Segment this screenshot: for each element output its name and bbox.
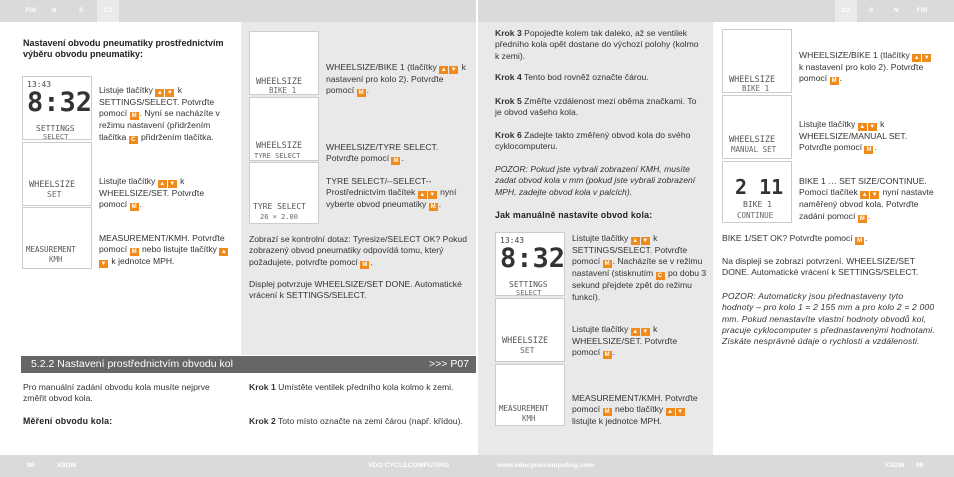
col4-para2: Na displeji se zobrazí potvrzení. WHEELSIZE/SET DONE. Automatické vrácení k SETTINGS/SELECT. [722,256,919,278]
col3-heading: Jak manuálně nastavíte obvod kola: [495,210,653,220]
down-button-icon: ▼ [166,90,173,96]
down-button-icon: ▼ [869,124,876,130]
col3-step3: MEASUREMENT/KMH. Potvrďte pomocí M nebo tlačítky ▲ ▼ listujte k jednotce MPH. [572,393,698,427]
page-divider [476,0,478,22]
svg-text:BIKE 1: BIKE 1 [743,200,772,209]
svg-text:8:32: 8:32 [27,87,93,118]
down-button-icon: ▼ [169,181,176,187]
up-button-icon: ▲ [159,181,166,187]
lcd-measurement-kmh-2 [495,364,565,426]
lcd-wheelsize-bike1 [249,31,319,95]
center-gap [476,22,478,455]
up-button-icon: ▲ [632,329,639,335]
col1-heading: Nastavení obvodu pneumatiky prostřednictvím výběru obvodu pneumatiky: [23,38,224,60]
col2-step2: WHEELSIZE/TYRE SELECT. Potvrďte pomocí M . [326,142,439,165]
svg-text:SET: SET [520,346,535,355]
down-button-icon: ▼ [871,192,878,199]
lcd-measurement-kmh [22,207,92,269]
svg-text:CONTINUE: CONTINUE [737,211,774,220]
up-button-icon: ▲ [859,124,866,130]
up-button-icon: ▲ [156,90,163,96]
col2-krok1: Krok 1 Umístěte ventilek předního kola kolmo k zemi. [249,382,454,392]
svg-text:WHEELSIZE: WHEELSIZE [502,336,549,346]
svg-text:26 × 2.00: 26 × 2.00 [260,213,298,221]
col4-step3: BIKE 1 … SET SIZE/CONTINUE. Pomocí tlačítek ▲ ▼ nyní nastavte naměřený obvod kola. Potvrďte zadání pomocí M . [799,176,934,222]
c-button-icon: C [656,272,665,280]
col3-step2: Listujte tlačítky ▲ ▼ k WHEELSIZE/SET. Potvrďte pomocí M . [572,324,678,359]
lang-tab-fin-left[interactable]: FIN [25,7,37,14]
up-button-icon: ▲ [913,55,920,61]
lang-tab-n-left[interactable]: N [51,7,57,14]
svg-text:SET: SET [47,190,62,199]
up-button-icon: ▲ [220,249,227,256]
lcd-wheelsize-manual-set [722,95,792,159]
col3-step1: Listujte tlačítky ▲ ▼ k SETTINGS/SELECT. Potvrďte pomocí M . Nacházíte se v režimu nastavení (stisknutím C po dobu 3 sekund přejdete zpět do režimu funkcí). [572,233,707,302]
col3-krok6: Krok 6 Zadejte takto změřený obvod kola do svého cyklocomputeru. [495,130,691,152]
svg-text:SELECT: SELECT [516,289,542,297]
svg-text:13:43: 13:43 [500,236,525,245]
svg-text:WHEELSIZE: WHEELSIZE [29,180,76,190]
down-button-icon: ▼ [429,192,436,199]
m-button-icon: M [358,90,364,97]
m-button-icon: M [604,409,610,416]
col1-step2: Listujte tlačítky ▲ ▼ k WHEELSIZE/SET. Potvrďte pomocí M . [99,176,205,211]
col1-intro: Pro manuální zadání obvodu kola musíte nejprve změřit obvod kola. [23,382,210,404]
down-button-icon: ▼ [923,55,930,61]
m-button-icon: M [131,249,137,256]
up-button-icon: ▲ [419,192,426,199]
svg-text:MEASUREMENT: MEASUREMENT [26,245,76,254]
col4-para1: BIKE 1/SET OK? Potvrďte pomocí M . [722,233,868,244]
col2-step1: WHEELSIZE/BIKE 1 (tlačítky ▲ ▼ k nastavení pro kolo 2). Potvrďte pomocí M . [326,62,466,97]
svg-text:8:32: 8:32 [500,243,566,274]
m-button-icon: M [393,158,399,165]
m-button-icon: M [604,261,610,268]
svg-text:KMH: KMH [49,255,63,264]
lcd-wheelsize-tyre-select [249,97,319,161]
footer-bar [0,455,954,477]
col4-step2: Listujte tlačítky ▲ ▼ k WHEELSIZE/MANUAL SET. Potvrďte pomocí M . [799,119,908,154]
lang-tab-s-left[interactable]: S [78,7,84,14]
footer-right-page-number: 99 [916,462,924,469]
down-button-icon: ▼ [100,261,107,268]
col1-step1: Listuje tlačítky ▲ ▼ k SETTINGS/SELECT. Potvrďte pomocí M . Nyní se nacházíte v režimu nastavení (přidržením tlačítka C přidržením tlačítka. [99,85,220,143]
svg-text:WHEELSIZE: WHEELSIZE [256,141,303,151]
top-language-bar [0,0,954,22]
col3-krok4: Krok 4 Tento bod rovněž označte čárou. [495,72,649,82]
svg-text:WHEELSIZE: WHEELSIZE [729,75,776,85]
col1-bottom-heading: Měření obvodu kola: [23,416,113,426]
lang-tab-cz-right[interactable]: CZ [835,0,857,22]
col1-step3: MEASUREMENT/KMH. Potvrďte pomocí M nebo listujte tlačítky ▲▼ k jednotce MPH. [99,233,227,268]
up-button-icon: ▲ [440,67,447,73]
lcd-tyre-select [249,162,319,224]
svg-text:MEASUREMENT: MEASUREMENT [499,404,549,413]
lang-tab-n-right[interactable]: N [893,7,899,14]
svg-text:SETTINGS: SETTINGS [36,124,75,133]
down-button-icon: ▼ [677,409,684,416]
down-button-icon: ▼ [450,67,457,73]
col2-para2: Displej potvrzuje WHEELSIZE/SET DONE. Automatické vrácení k SETTINGS/SELECT. [249,279,462,301]
svg-text:WHEELSIZE: WHEELSIZE [729,135,776,145]
lcd-settings-select-2 [495,232,565,296]
lcd-bike1-continue [722,161,792,223]
svg-text:SETTINGS: SETTINGS [509,280,548,289]
m-button-icon: M [131,204,137,211]
lcd-settings-select [22,76,92,140]
up-button-icon: ▲ [861,192,868,199]
lang-tab-s-right[interactable]: S [868,7,874,14]
svg-text:WHEELSIZE: WHEELSIZE [256,77,303,87]
svg-text:BIKE 1: BIKE 1 [742,84,770,93]
footer-right-model: X3DW [885,462,905,469]
section-page-ref[interactable]: >>> P07 [429,358,469,370]
footer-left-model: X3DW [57,462,77,469]
section-heading-band [21,356,476,373]
up-button-icon: ▲ [632,238,639,244]
svg-text:KMH: KMH [522,414,536,423]
down-button-icon: ▼ [642,329,649,335]
col3-krok3: Krok 3 Popojeďte kolem tak daleko, až se ventilek předního kola opět dostane do výchozí polohy (kolmo k zemi). [495,28,699,61]
svg-text:TYRE SELECT: TYRE SELECT [253,202,306,211]
col3-krok5: Krok 5 Změřte vzdálenost mezi oběma značkami. To je obvod vašeho kola. [495,96,697,118]
col2-krok2: Krok 2 Toto místo označte na zemi čárou (např. křídou). [249,416,463,426]
col2-para1: Zobrazí se kontrolní dotaz: Tyresize/SELECT OK? Pokud zobrazený obvod pneumatiky odpovídá tomu, který požadujete, potvrďte pomocí M . [249,234,467,268]
lcd-wheelsize-set-2 [495,298,565,362]
col2-step3: TYRE SELECT/--SELECT-- Prostřednictvím tlačítek ▲ ▼ nyní vyberte obvod pneumatiky M . [326,176,457,211]
footer-url[interactable]: www.vdocyclecomputing.com [497,462,595,469]
footer-brand: VDO CYCLECOMPUTING [368,462,450,469]
m-button-icon: M [604,352,610,359]
svg-text:MANUAL SET: MANUAL SET [731,145,777,154]
col3-note: POZOR: Pokud jste vybrali zobrazení KMH, musíte zadat obvod kola v mm (pokud jste vybrali zobrazení MPH, zadejte obvod kola v palcích). [495,164,696,197]
up-button-icon: ▲ [667,409,674,416]
section-title: 5.2.2 Nastavení prostřednictvím obvodu kol [31,358,233,370]
lcd-wheelsize-bike1-2 [722,29,792,93]
m-button-icon: M [859,215,865,222]
svg-text:BIKE 1: BIKE 1 [269,86,297,95]
m-button-icon: M [131,113,137,120]
lang-tab-fin-right[interactable]: FIN [916,7,928,14]
m-button-icon: M [831,78,837,85]
c-button-icon: C [129,136,138,144]
svg-text:2 11: 2 11 [735,175,784,199]
footer-left-page-number: 98 [27,462,35,469]
m-button-icon: M [857,238,863,244]
m-button-icon: M [430,204,436,211]
down-button-icon: ▼ [642,238,649,244]
lcd-wheelsize-set [22,142,92,206]
svg-text:TYRE SELECT: TYRE SELECT [254,152,301,160]
lang-tab-cz-left[interactable]: CZ [97,0,119,22]
col4-note: POZOR: Automaticky jsou přednastaveny tyto hodnoty – pro kolo 1 = 2 155 mm a pro kolo 2 = 2 000 mm. Pokud nenastavíte vlastní hodnoty obvodů kol, pracuje cyklocomputer s přednastavenými hodnotami. Získáte nesprávné údaje o rychlosti a vzdálenosti. [722,291,935,347]
col4-step1: WHEELSIZE/BIKE 1 (tlačítky ▲ ▼ k nastavení pro kolo 2). Potvrďte pomocí M . [799,50,930,85]
m-button-icon: M [362,261,368,268]
svg-text:SELECT: SELECT [43,133,69,141]
svg-text:13:43: 13:43 [27,80,52,89]
m-button-icon: M [866,147,872,154]
